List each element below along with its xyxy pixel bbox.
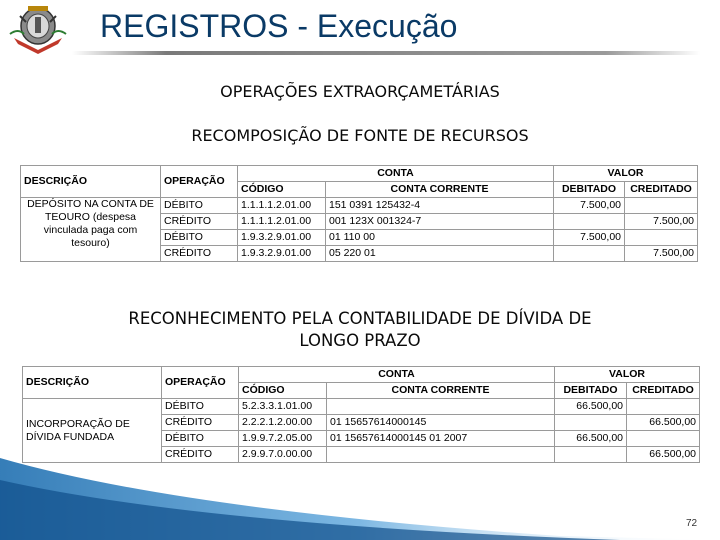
- conta-corrente-cell: 001 123X 001324-7: [326, 214, 554, 230]
- operacao-cell: DÉBITO: [161, 230, 238, 246]
- operacao-cell: DÉBITO: [162, 399, 239, 415]
- debitado-cell: [555, 415, 627, 431]
- operacao-header: OPERAÇÃO: [162, 367, 239, 399]
- conta-corrente-cell: 01 15657614000145: [327, 415, 555, 431]
- operacao-cell: DÉBITO: [161, 198, 238, 214]
- descricao-cell: DEPÓSITO NA CONTA DE TEOURO (despesa vinculada paga com tesouro): [21, 198, 161, 262]
- section-heading-reconhecimento: [0, 308, 720, 352]
- recomposicao-table: [20, 165, 698, 262]
- codigo-header: CÓDIGO: [239, 383, 327, 399]
- debitado-cell: [554, 214, 625, 230]
- codigo-cell: 1.1.1.1.2.01.00: [238, 214, 326, 230]
- codigo-cell: 5.2.3.3.1.01.00: [239, 399, 327, 415]
- creditado-cell: [625, 198, 698, 214]
- heading-line-1: RECONHECIMENTO PELA CONTABILIDADE DE DÍVIDA DE: [128, 309, 592, 328]
- conta-corrente-cell: 05 220 01: [326, 246, 554, 262]
- debitado-cell: 7.500,00: [554, 230, 625, 246]
- valor-header: VALOR: [555, 367, 700, 383]
- page-title: REGISTROS - Execução: [100, 8, 458, 44]
- valor-header: VALOR: [554, 166, 698, 182]
- debitado-cell: 66.500,00: [555, 399, 627, 415]
- codigo-cell: 2.2.2.1.2.00.00: [239, 415, 327, 431]
- conta-header: CONTA: [239, 367, 555, 383]
- operacao-cell: CRÉDITO: [161, 214, 238, 230]
- creditado-cell: 7.500,00: [625, 246, 698, 262]
- decorative-swoosh: [0, 440, 720, 540]
- creditado-cell: 7.500,00: [625, 214, 698, 230]
- page-number: 72: [686, 518, 698, 529]
- coat-of-arms-logo: [6, 4, 70, 54]
- conta-corrente-header: CONTA CORRENTE: [326, 182, 554, 198]
- heading-line-2: LONGO PRAZO: [299, 331, 421, 350]
- operacao-cell: CRÉDITO: [162, 415, 239, 431]
- debitado-header: DEBITADO: [555, 383, 627, 399]
- codigo-cell: 1.9.9.7.2.05.00: [239, 431, 327, 447]
- conta-corrente-cell: 01 110 00: [326, 230, 554, 246]
- conta-corrente-header: CONTA CORRENTE: [327, 383, 555, 399]
- codigo-header: CÓDIGO: [238, 182, 326, 198]
- section-heading-recomposicao: RECOMPOSIÇÃO DE FONTE DE RECURSOS: [191, 126, 529, 145]
- conta-corrente-cell: 151 0391 125432-4: [326, 198, 554, 214]
- table-header-row: [23, 367, 700, 383]
- title-underline: [72, 48, 700, 58]
- descricao-cell: INCORPORAÇÃO DE DÍVIDA FUNDADA: [23, 399, 162, 463]
- table-row: [21, 198, 698, 214]
- codigo-cell: 2.9.9.7.0.00.00: [239, 447, 327, 463]
- debitado-cell: 66.500,00: [555, 431, 627, 447]
- operacao-cell: DÉBITO: [162, 431, 239, 447]
- descricao-header: DESCRIÇÃO: [23, 367, 162, 399]
- codigo-cell: 1.9.3.2.9.01.00: [238, 230, 326, 246]
- debitado-cell: [554, 246, 625, 262]
- debitado-header: DEBITADO: [554, 182, 625, 198]
- debitado-cell: 7.500,00: [554, 198, 625, 214]
- creditado-header: CREDITADO: [627, 383, 700, 399]
- codigo-cell: 1.9.3.2.9.01.00: [238, 246, 326, 262]
- conta-corrente-cell: [327, 399, 555, 415]
- creditado-header: CREDITADO: [625, 182, 698, 198]
- conta-corrente-cell: 01 15657614000145 01 2007: [327, 431, 555, 447]
- section-heading-extraorcamentarias: OPERAÇÕES EXTRAORÇAMETÁRIAS: [220, 82, 500, 101]
- creditado-cell: 66.500,00: [627, 447, 700, 463]
- operacao-header: OPERAÇÃO: [161, 166, 238, 198]
- table-row: [23, 399, 700, 415]
- creditado-cell: [625, 230, 698, 246]
- descricao-header: DESCRIÇÃO: [21, 166, 161, 198]
- table-header-row: [21, 166, 698, 182]
- creditado-cell: 66.500,00: [627, 415, 700, 431]
- operacao-cell: CRÉDITO: [162, 447, 239, 463]
- operacao-cell: CRÉDITO: [161, 246, 238, 262]
- creditado-cell: [627, 399, 700, 415]
- codigo-cell: 1.1.1.1.2.01.00: [238, 198, 326, 214]
- conta-header: CONTA: [238, 166, 554, 182]
